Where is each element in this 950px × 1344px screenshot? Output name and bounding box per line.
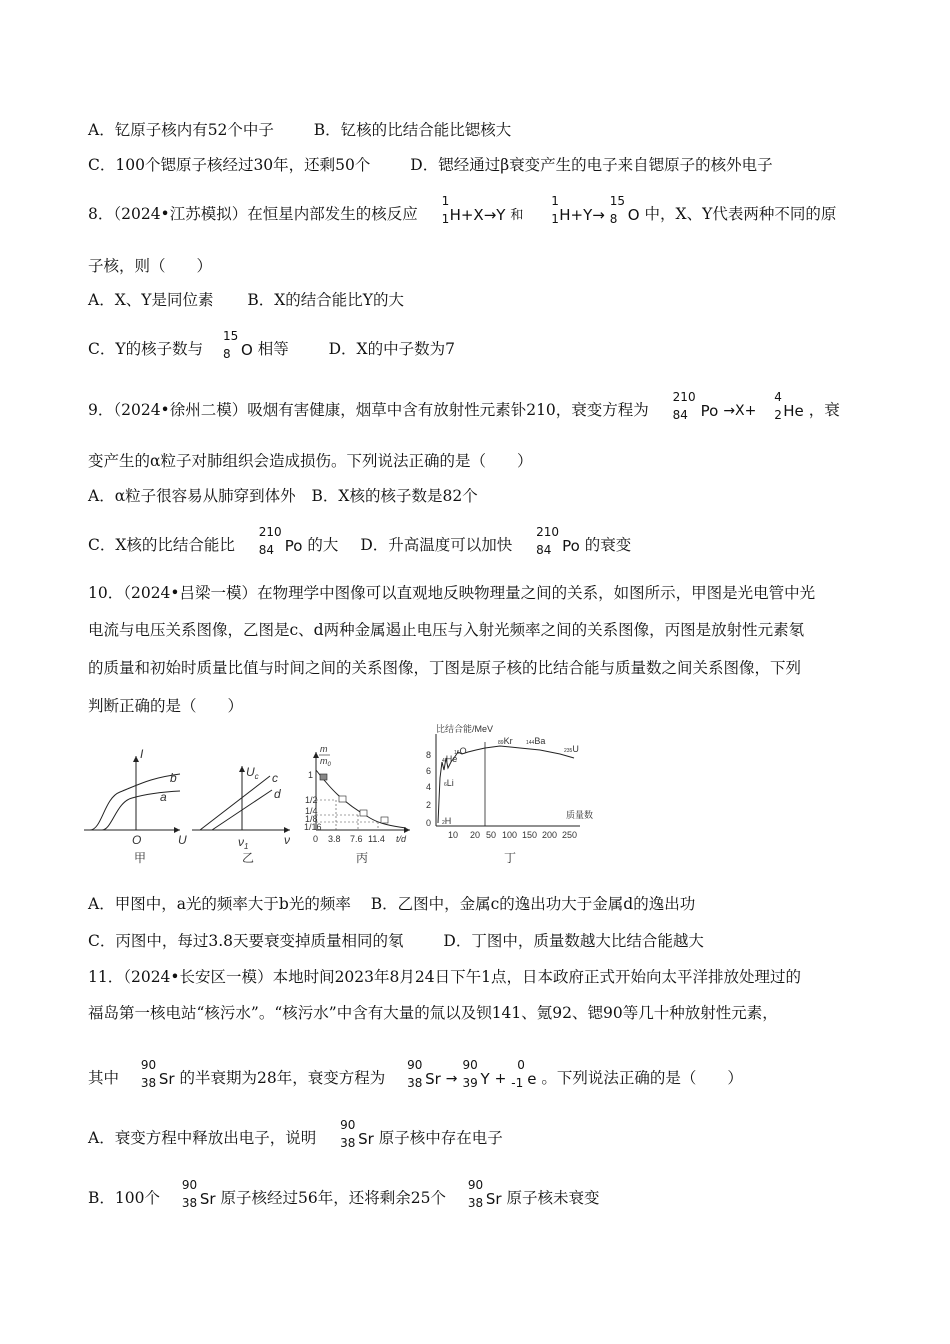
q8-stem-tail: 中，X、Y代表两种不同的原: [644, 205, 837, 223]
ding-y-4: 4: [426, 782, 432, 792]
ding-y-2: 2: [426, 800, 432, 810]
q9-option-d-tail: 的衰变: [584, 536, 632, 554]
yi-caption: 乙: [242, 851, 255, 865]
q11-stem-c: 。下列说法正确的是（ ）: [541, 1069, 743, 1087]
nuclide-sr90-a: 90 38 Sr: [340, 1118, 374, 1150]
q11-option-b-tail: 原子核未衰变: [506, 1189, 600, 1207]
q11-stem-line3: 其中 90 38 Sr 的半衰期为28年，衰变方程为 90 38 Sr → 90 39 Y + 0 -1 e 。下列说法正确的是（ ）: [88, 1058, 743, 1090]
ding-label-o: 16O: [454, 746, 467, 756]
jia-origin: O: [132, 833, 142, 847]
q9-stem-tail: ，衰: [808, 401, 840, 419]
nuclide-y90: 90 39 Y: [462, 1058, 490, 1090]
q10-stem-line2: 电流与电压关系图像，乙图是c、d两种金属遏止电压与入射光频率之间的关系图像，丙图是放射性元素氡: [88, 621, 805, 639]
q8-option-c: C．Y的核子数与: [88, 340, 204, 358]
q11-option-a-text: A．衰变方程中释放出电子，说明: [88, 1129, 317, 1147]
figure-yi: [192, 765, 290, 865]
yi-line-c: [200, 776, 270, 830]
bing-decay-curve: [316, 770, 406, 828]
bing-y-arrow: [313, 752, 319, 758]
ding-caption: 丁: [504, 851, 517, 865]
nuclide-o15: 15 8 O: [609, 194, 640, 226]
q8-stem-line2: 子核，则（ ）: [88, 257, 213, 275]
jia-label-u: U: [178, 833, 187, 847]
bing-caption: 丙: [356, 851, 369, 865]
q9-stem: [88, 390, 840, 422]
ding-x-label: 质量数: [566, 810, 594, 820]
nuclide-po210: 210 84 Po: [672, 390, 719, 422]
bing-y-sixteenth: 1/16: [304, 822, 322, 832]
q7-option-a: A．钇原子核内有52个中子: [88, 121, 274, 139]
q7-option-b: B．钇核的比结合能比锶核大: [313, 121, 512, 139]
q8-option-c-tail: 相等: [257, 340, 289, 358]
ding-label-li: 6Li: [444, 778, 454, 788]
ding-title: 比结合能/MeV: [436, 724, 494, 734]
q11-plus: +: [494, 1071, 507, 1087]
ding-x-100: 100: [502, 830, 518, 840]
yi-label-nu1: $\nu_1$: [238, 835, 249, 851]
yi-label-d: d: [274, 787, 281, 801]
nuclide-sr90-b2: 90 38 Sr: [467, 1178, 502, 1210]
nuclide-h1-b: 1 1 H+Y→: [551, 194, 605, 226]
nuclide-he4: 4 2 He: [774, 390, 804, 422]
nuclide-h1: 1 1 H+X→Y: [441, 194, 506, 226]
q7-option-d: D．锶经通过β衰变产生的电子来自锶原子的核外电子: [410, 156, 773, 174]
q8-stem: [88, 194, 837, 226]
q8-option-d: D．X的中子数为7: [328, 340, 455, 358]
q8-stem-text: 8．（2024•江苏模拟）在恒星内部发生的核反应: [88, 205, 418, 223]
q9-option-a: A．α粒子很容易从肺穿到体外: [88, 487, 296, 505]
jia-label-i: I: [140, 747, 144, 761]
nuclide-o15-c: 15 8 O: [222, 329, 253, 361]
bing-x-0: 0: [313, 834, 319, 844]
q11-option-b-text: B．100个: [88, 1189, 160, 1207]
q10-option-c: C．丙图中，每过3.8天要衰变掉质量相同的氡: [88, 932, 404, 950]
q9-arrow: →X+: [723, 403, 757, 419]
nuclide-electron: 0 -1 e: [511, 1058, 537, 1090]
jia-label-a: a: [160, 790, 167, 804]
yi-label-uc: $U_c$: [246, 765, 259, 781]
q8-and: 和: [510, 208, 524, 223]
q8-options-cd: [88, 329, 455, 361]
ding-label-he: 4He: [442, 754, 458, 764]
bing-y-eighth: 1/8: [305, 814, 318, 824]
ding-curve: [438, 746, 574, 823]
q10-option-b: B．乙图中，金属c的逸出功大于金属d的逸出功: [370, 895, 696, 913]
bing-x-114: 11.4: [368, 834, 385, 844]
q10-stem-line1: 10．（2024•吕梁一模）在物理学中图像可以直观地反映物理量之间的关系，如图所示，甲图是光电管中光: [88, 584, 816, 602]
bing-marker-4: [381, 817, 388, 823]
bing-y-1: 1: [308, 770, 314, 780]
ding-y-6: 6: [426, 766, 432, 776]
nuclide-po210-c: 210 84 Po: [258, 525, 303, 557]
q11-option-b-mid: 原子核经过56年，还将剩余25个: [220, 1189, 446, 1207]
nuclide-sr90: 90 38 Sr: [140, 1058, 175, 1090]
ding-x-200: 200: [542, 830, 558, 840]
q10-options-cd: [88, 929, 704, 951]
bing-x-38: 3.8: [328, 834, 341, 844]
ding-x-150: 150: [522, 830, 538, 840]
figure-jia: [84, 747, 187, 865]
ding-x-50: 50: [486, 830, 497, 840]
bing-marker-1: [320, 774, 327, 780]
bing-marker-2: [339, 796, 346, 802]
q9-stem-line2: 变产生的α粒子对肺组织会造成损伤。下列说法正确的是（ ）: [88, 452, 533, 470]
q11-stem-b: 的半衰期为28年，衰变方程为: [179, 1069, 386, 1087]
q7-options-cd: [88, 153, 773, 175]
jia-caption: 甲: [134, 851, 147, 865]
q9-options-ab: [88, 484, 478, 506]
ding-x-250: 250: [562, 830, 578, 840]
q9-option-b: B．X核的核子数是82个: [311, 487, 478, 505]
nuclide-po210-d: 210 84 Po: [536, 525, 580, 557]
q11-option-a-tail: 原子核中存在电子: [378, 1129, 503, 1147]
nuclide-sr90-eq: 90 38 Sr: [407, 1058, 441, 1090]
q11-stem-line2: 福岛第一核电站“核污水”。“核污水”中含有大量的氚以及钡141、氪92、锶90等几十种放射性元素，: [88, 1004, 778, 1022]
bing-y-quarter: 1/4: [305, 806, 318, 816]
ding-label-h: 2H: [442, 816, 452, 826]
ding-x-20: 20: [470, 830, 481, 840]
ding-label-ba: 144Ba: [526, 736, 546, 746]
figure-bing: [304, 744, 410, 865]
q7-options-ab: [88, 118, 511, 140]
ding-y-8: 8: [426, 750, 432, 760]
jia-y-arrow: [133, 756, 139, 762]
nuclide-sr90-b1: 90 38 Sr: [181, 1178, 216, 1210]
yi-label-c: c: [272, 771, 278, 785]
jia-label-b: b: [170, 771, 177, 785]
q10-stem-line3: 的质量和初始时质量比值与时间之间的关系图像，丁图是原子核的比结合能与质量数之间关系图像，下列: [88, 659, 802, 677]
q8-option-a: A．X、Y是同位素: [88, 291, 214, 309]
bing-x-76: 7.6: [350, 834, 363, 844]
bing-label-m0: $m_0$: [320, 756, 331, 768]
q10-options-ab: [88, 892, 695, 914]
q10-option-a: A．甲图中，a光的频率大于b光的频率: [88, 895, 351, 913]
q11-stem-a: 其中: [88, 1069, 120, 1087]
ding-y-0: 0: [426, 818, 432, 828]
q9-stem-text: 9．（2024•徐州二模）吸烟有害健康，烟草中含有放射性元素钋210，衰变方程为: [88, 401, 649, 419]
bing-x-label: t/d: [396, 834, 407, 844]
q9-options-cd: [88, 525, 632, 557]
figure-ding: [426, 723, 593, 865]
bing-y-half: 1/2: [305, 795, 318, 805]
q9-option-d: D．升高温度可以加快: [360, 536, 513, 554]
q10-stem-line4: 判断正确的是（ ）: [88, 697, 244, 715]
q11-option-b: [88, 1178, 600, 1210]
q7-option-c: C．100个锶原子核经过30年，还剩50个: [88, 156, 371, 174]
q11-stem-line1: 11．（2024•长安区一模）本地时间2023年8月24日下午1点，日本政府正式开始向太平洋排放处理过的: [88, 968, 801, 986]
yi-label-nu: ν: [284, 833, 290, 847]
q8-option-b: B．X的结合能比Y的大: [247, 291, 405, 309]
ding-label-kr: 89Kr: [498, 736, 513, 746]
q9-option-c-tail: 的大: [307, 536, 339, 554]
q9-option-c: C．X核的比结合能比: [88, 536, 235, 554]
q10-option-d: D．丁图中，质量数越大比结合能越大: [443, 932, 704, 950]
q11-option-a: [88, 1118, 503, 1150]
yi-y-arrow: [239, 766, 245, 772]
q8-options-ab: [88, 288, 404, 310]
bing-marker-3: [360, 810, 367, 816]
ding-x-10: 10: [448, 830, 459, 840]
bing-label-m: m: [320, 744, 328, 754]
q10-figures: [80, 718, 600, 868]
ding-label-u: 235U: [564, 744, 579, 754]
